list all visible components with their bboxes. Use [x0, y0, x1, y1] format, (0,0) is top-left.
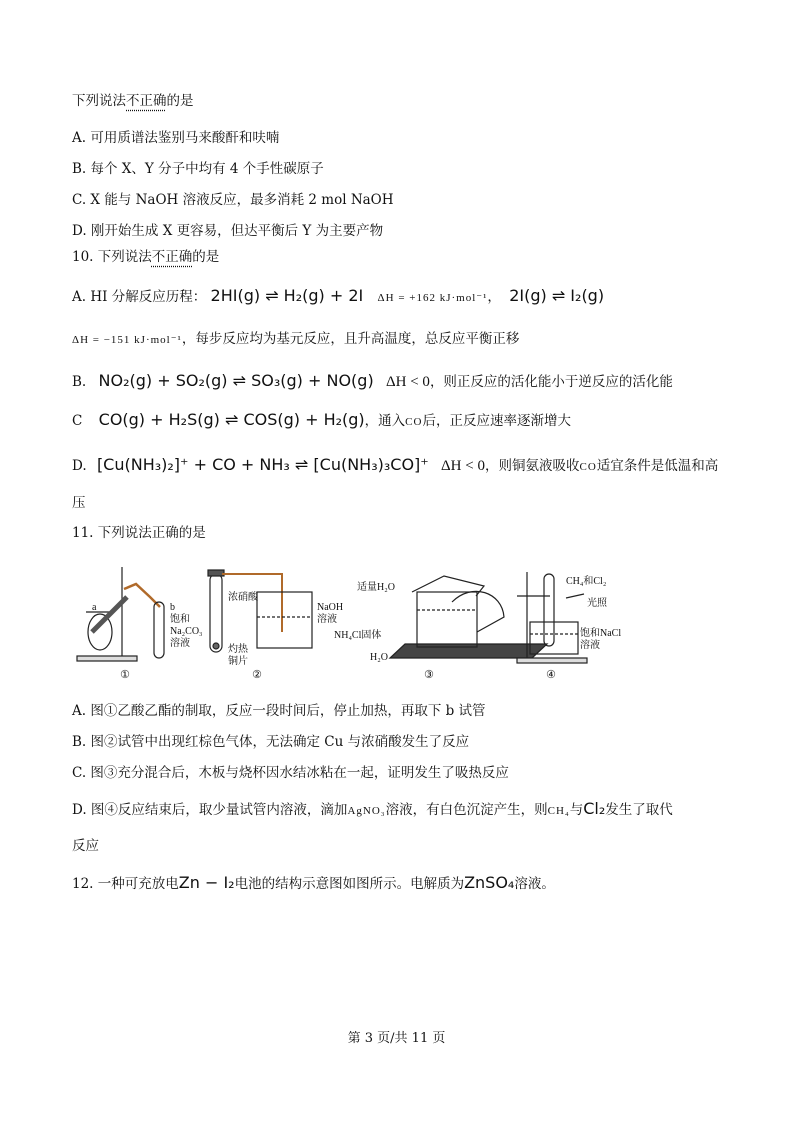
- q10-d-co: CO: [579, 461, 597, 473]
- q11-d-text-b: 溶液，有白色沉淀产生，则: [385, 802, 548, 818]
- q11-option-a: A. 图①乙酸乙酯的制取，反应一段时间后，停止加热，再取下 b 试管: [72, 703, 486, 719]
- q10-option-d: [72, 456, 718, 476]
- label-conc-nitric-acid: 浓硝酸: [228, 592, 258, 603]
- q10-a-reaction2: 2I(g) ⇌ I₂(g): [509, 286, 605, 305]
- beaker: [257, 592, 312, 648]
- beaker-3: [417, 592, 477, 647]
- q10-a-reaction1: 2HI(g) ⇌ H₂(g) + 2I: [210, 286, 364, 305]
- label-sat-nacl: 饱和NaCl: [580, 628, 622, 639]
- label-h2o: H₂O: [370, 652, 388, 663]
- page-footer: 第 3 页/共 11 页: [347, 1031, 446, 1046]
- label-hot: 灼热: [228, 644, 248, 655]
- q11-stem: 11. 下列说法正确的是: [72, 525, 206, 541]
- label-naoh-solution: 溶液: [317, 614, 337, 625]
- q10-b-prefix: B.: [72, 374, 87, 390]
- q10-d-tail-b: 适宜条件是低温和高: [596, 458, 719, 474]
- q9-option-b: B. 每个 X、Y 分子中均有 4 个手性碳原子: [72, 161, 324, 177]
- q10-d-dh: ΔH < 0: [441, 458, 485, 474]
- q11-d-cl2: Cl₂: [583, 799, 606, 818]
- copper-piece: [213, 643, 219, 649]
- q11-d-text-a: D. 图④反应结束后，取少量试管内溶液，滴加: [72, 802, 348, 818]
- q9-emphasis-text: 不正确: [126, 93, 167, 109]
- q10-c-prefix: C: [72, 413, 83, 429]
- figure-4-number: ④: [546, 668, 556, 681]
- q12-text-c: 溶液。: [514, 876, 555, 892]
- q12-text-a: 12. 一种可充放电: [72, 876, 179, 892]
- figure-2-number: ②: [252, 668, 262, 681]
- label-light: 光照: [587, 598, 607, 609]
- label-naoh: NaOH: [317, 602, 344, 613]
- q12-electrolyte: ZnSO₄: [464, 873, 515, 892]
- q9-stem-text: 下列说法: [72, 93, 126, 109]
- q10-stem: [72, 248, 219, 266]
- q10-b-dh: ΔH < 0: [385, 374, 430, 390]
- q10-d-prefix: D.: [72, 458, 87, 474]
- q10-option-a-line1: A. HI 分解反应历程： 2HI(g) ⇌ H₂(g) + 2I ΔH = +162 kJ·mol⁻¹， 2I(g) ⇌ I₂(g): [72, 286, 605, 305]
- base-plate: [77, 656, 137, 661]
- label-na2co3: Na₂CO₃: [170, 626, 203, 637]
- figure-3-number: ③: [424, 668, 434, 681]
- apparatus-1: [77, 567, 164, 661]
- hand: [452, 591, 504, 632]
- label-saturated: 饱和: [170, 614, 190, 625]
- q10-emphasis-text: 不正确: [151, 249, 193, 265]
- q10-d-tail-a: ，则铜氨液吸收: [484, 458, 580, 474]
- label-a: a: [92, 602, 97, 613]
- q11-d-ch4: CH₄: [547, 805, 570, 817]
- test-tube: [210, 574, 222, 652]
- q9-option-c: C. X 能与 NaOH 溶液反应，最多消耗 2 mol NaOH: [72, 192, 394, 208]
- stopper: [208, 570, 224, 576]
- q10-b-tail: ，则正反应的活化能小于逆反应的活化能: [429, 374, 673, 390]
- q11-option-d-line2: 反应: [72, 838, 99, 854]
- q10-c-tail-a: ，通入: [364, 413, 406, 429]
- q11-d-text-d: 发生了取代: [605, 802, 673, 818]
- q10-a-tail: ，每步反应均为基元反应，且升高温度，总反应平衡正移: [181, 331, 520, 347]
- label-ch4-cl2: CH₄和Cl₂: [566, 576, 607, 587]
- q9-option-a: A. 可用质谱法鉴别马来酸酐和呋喃: [72, 130, 280, 146]
- q11-d-agno3: AgNO₃: [347, 805, 386, 817]
- q10-a-prefix: A. HI 分解反应历程：: [72, 289, 207, 305]
- label-solution: 溶液: [170, 638, 190, 649]
- paper-card: [412, 576, 484, 596]
- q10-c-reaction: CO(g) + H₂S(g) ⇌ COS(g) + H₂(g): [98, 410, 365, 429]
- q11-option-b: B. 图②试管中出现红棕色气体，无法确定 Cu 与浓硝酸发生了反应: [72, 734, 470, 750]
- apparatus-2: [208, 570, 312, 652]
- q10-stem-end: 的是: [192, 249, 220, 265]
- label-b: b: [170, 602, 175, 613]
- q11-apparatus-figure: [72, 562, 732, 687]
- q10-option-b: [72, 372, 673, 391]
- label-nh4cl: NH₄Cl固体: [334, 630, 382, 641]
- figure-1-number: ①: [120, 668, 130, 681]
- q10-d-reaction: [Cu(NH₃)₂]⁺ + CO + NH₃ ⇌ [Cu(NH₃)₃CO]⁺: [96, 455, 429, 474]
- base-plate-4: [517, 658, 587, 663]
- q10-option-a-line2: [72, 330, 519, 349]
- q10-c-co: CO: [405, 416, 423, 428]
- q9-stem: [72, 92, 194, 110]
- q12-stem: [72, 874, 555, 893]
- q12-text-b: 电池的结构示意图如图所示。电解质为: [234, 876, 465, 892]
- q10-option-d-line2: 压: [72, 495, 86, 511]
- test-tube-b: [154, 602, 164, 658]
- q10-a-dh1: ΔH = +162 kJ·mol⁻¹: [377, 292, 488, 304]
- q12-battery: Zn − I₂: [178, 873, 235, 892]
- q10-option-c: [72, 411, 571, 431]
- q9-stem-emphasis: [126, 93, 167, 109]
- inverted-tube: [544, 574, 554, 646]
- label-nacl-solution: 溶液: [580, 640, 600, 651]
- delivery-tube-2: [222, 574, 282, 632]
- q10-c-tail-b: 后，正反应速率逐渐增大: [422, 413, 571, 429]
- label-water: 适量H₂O: [357, 582, 395, 593]
- q10-b-reaction: NO₂(g) + SO₂(g) ⇌ SO₃(g) + NO(g): [98, 371, 374, 390]
- q11-option-d: [72, 800, 673, 820]
- q11-d-text-c: 与: [569, 802, 584, 818]
- q9-option-d: D. 刚开始生成 X 更容易，但达平衡后 Y 为主要产物: [72, 223, 384, 239]
- label-copper: 铜片: [228, 656, 248, 667]
- q10-stem-text: 10. 下列说法: [72, 249, 152, 265]
- light-arrow: [566, 594, 584, 598]
- q9-stem-end: 的是: [166, 93, 194, 109]
- apparatus-3: [390, 576, 547, 658]
- wooden-board: [390, 644, 547, 658]
- q11-option-c: C. 图③充分混合后，木板与烧杯因水结冰粘在一起，证明发生了吸热反应: [72, 765, 509, 781]
- alcohol-lamp: [88, 614, 112, 650]
- q10-a-dh2: ΔH = −151 kJ·mol⁻¹: [72, 334, 182, 346]
